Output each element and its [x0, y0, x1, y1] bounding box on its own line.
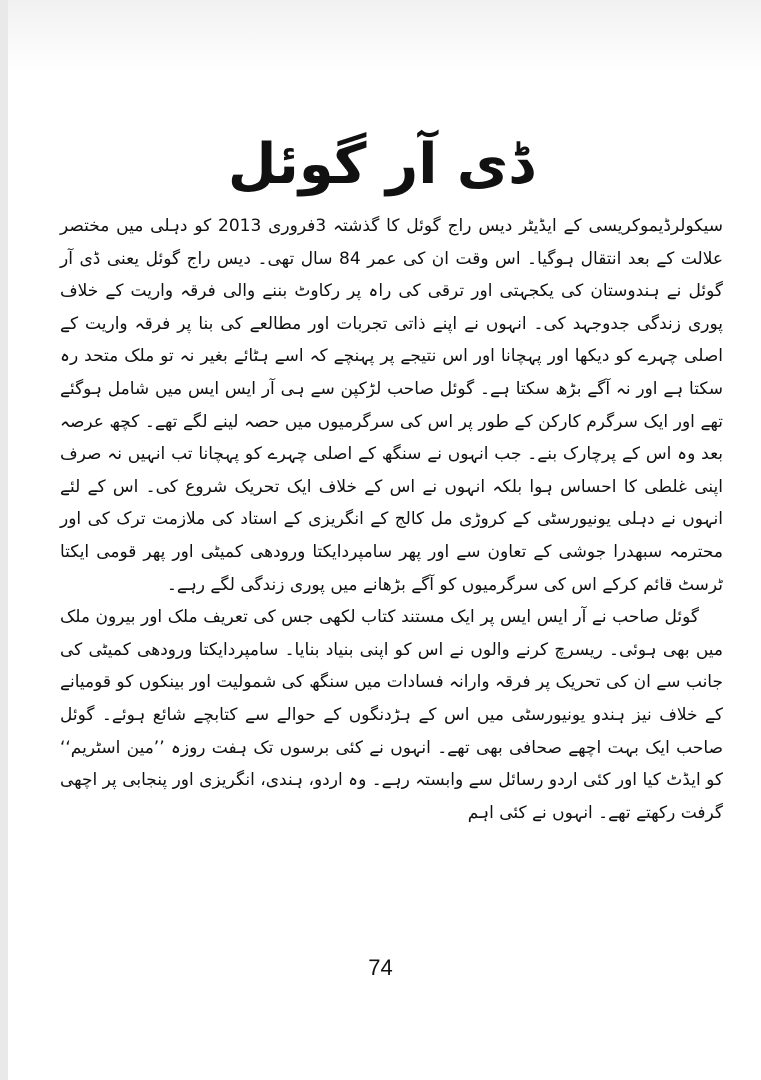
article-body	[60, 210, 723, 829]
scan-shadow-top	[0, 0, 761, 72]
page-number: 74	[368, 955, 393, 980]
paragraph-1: سیکولرڈیموکریسی کے ایڈیٹر دیس راج گوئل کا گذشتہ 3فروری 2013 کو دہلی میں مختصر علالت کے بعد انتقال ہوگیا۔ اس وقت ان کی عمر 84 سال تھی۔ دیس راج گوئل یعنی ڈی آر گوئل نے ہندوستان کی یکجہتی اور ترقی کی راہ پر رکاوٹ بننے والی فرقہ واریت کے خلاف پوری زندگی جدوجہد کی۔ انہوں نے اپنے ذاتی تجربات اور مطالعے کی بنا پر فرقہ واریت کے اصلی چہرے کو دیکھا اور پہچانا اور اس نتیجے پر پہنچے کہ اسے ہٹائے بغیر نہ تو ملک متحد رہ سکتا ہے اور نہ آگے بڑھ سکتا ہے۔ گوئل صاحب لڑکپن سے ہی آر ایس ایس میں شامل ہوگئے تھے اور ایک سرگرم کارکن کے طور پر اس کی سرگرمیوں میں حصہ لینے لگے تھے۔ کچھ عرصہ بعد وہ اس کے پرچارک بنے۔ جب انہوں نے سنگھ کے اصلی چہرے کو پہچانا تب انہیں نہ صرف اپنی غلطی کا احساس ہوا بلکہ انہوں نے اس کے خلاف ایک تحریک شروع کی۔ اس کے لئے انہوں نے دہلی یونیورسٹی کے کروڑی مل کالج کے انگریزی کے استاد کی ملازمت ترک کی اور محترمہ سبھدرا جوشی کے تعاون سے اور پھر سامپردایکتا ورودھی کمیٹی اور پھر قومی ایکتا ٹرسٹ قائم کرکے اس کی سرگرمیوں کو آگے بڑھانے میں پوری زندگی لگے رہے۔	[60, 216, 723, 595]
paragraph-2: گوئل صاحب نے آر ایس ایس پر ایک مستند کتاب لکھی جس کی تعریف ملک اور بیرون ملک میں بھی ہوئی۔ ریسرچ کرنے والوں نے اس کو اپنی بنیاد بنایا۔ سامپردایکتا ورودھی کمیٹی کی جانب سے ان کی تحریک پر فرقہ وارانہ فسادات میں سنگھ کی شمولیت اور بینکوں کو قومیانے کے خلاف نیز ہندو یونیورسٹی میں اس کے ہڑدنگوں کے حوالے سے کتابچے شائع ہوئے۔ گوئل صاحب ایک بہت اچھے صحافی بھی تھے۔ انہوں نے کئی برسوں تک ہفت روزہ ’’مین اسٹریم‘‘ کو ایڈٹ کیا اور کئی اردو رسائل سے وابستہ رہے۔ وہ اردو، ہندی، انگریزی اور پنجابی پر اچھی گرفت رکھتے تھے۔ انہوں نے کئی اہم	[60, 607, 723, 823]
page-title: ڈی آر گوئل	[227, 132, 534, 197]
